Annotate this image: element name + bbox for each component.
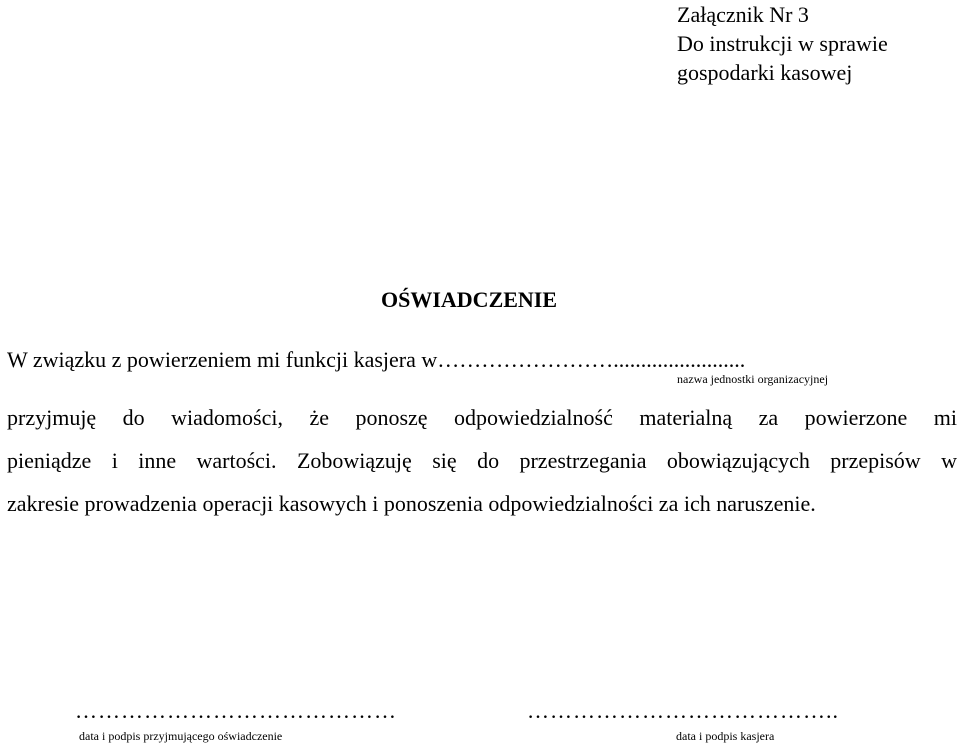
annex-number: Załącznik Nr 3 [677, 2, 809, 27]
left-signature-caption: data i podpis przyjmującego oświadczenie [79, 729, 283, 743]
right-signature-caption: data i podpis kasjera [676, 729, 775, 743]
annex-subject: gospodarki kasowej [677, 60, 853, 85]
document-title: OŚWIADCZENIE [381, 287, 558, 312]
annex-reference: Do instrukcji w sprawie [677, 31, 888, 56]
left-signature-line: …………………………………… [75, 698, 397, 723]
intro-line: W związku z powierzeniem mi funkcji kasjera w……………………........................ [7, 347, 746, 372]
unit-name-caption: nazwa jednostki organizacyjnej [677, 372, 829, 386]
paragraph-row: pieniądze i inne wartości. Zobowiązuję się do przestrzegania obowiązujących przepisów w [7, 448, 957, 473]
declaration-paragraph [7, 396, 957, 525]
right-signature-line: ………………………………….. [527, 698, 839, 723]
annex-header [677, 0, 888, 87]
paragraph-row: przyjmuję do wiadomości, że ponoszę odpowiedzialność materialną za powierzone mi [7, 405, 957, 430]
paragraph-row: zakresie prowadzenia operacji kasowych i ponoszenia odpowiedzialności za ich naruszenie. [7, 491, 816, 516]
